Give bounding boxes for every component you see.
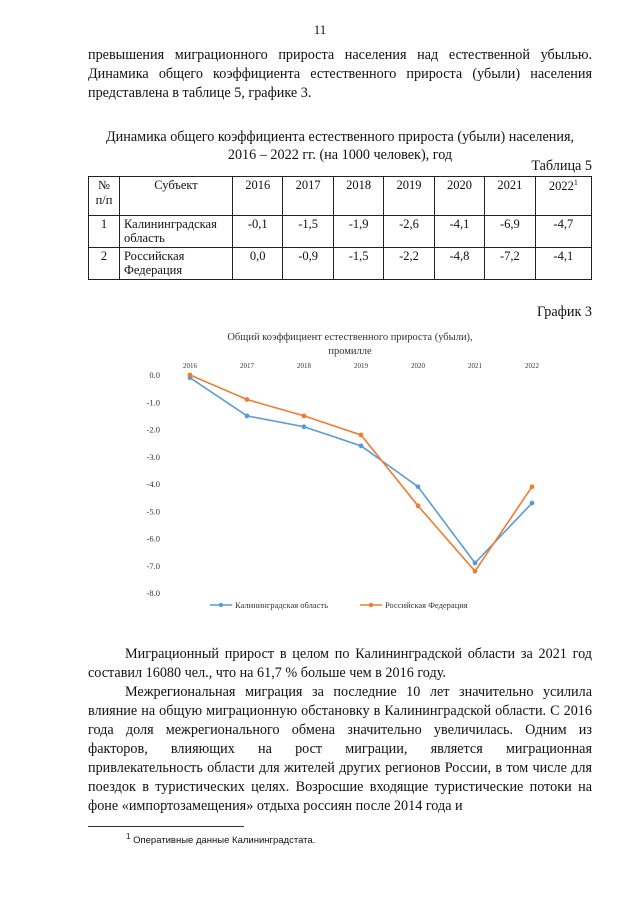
data-point: [473, 569, 478, 574]
y-axis: [147, 370, 160, 598]
series-line: [190, 375, 532, 571]
x-tick-label: 2017: [240, 362, 254, 370]
row-value: -4,1: [535, 248, 591, 280]
table-row: [89, 248, 592, 280]
x-tick-label: 2019: [354, 362, 368, 370]
row-value: 0,0: [233, 248, 283, 280]
data-point: [302, 413, 307, 418]
table-caption-line1: Динамика общего коэффициента естественного прироста (убыли) населения,: [105, 129, 575, 145]
footnote-number: 1: [126, 832, 131, 841]
legend-label: Калининградская область: [235, 600, 328, 610]
y-tick-label: -4.0: [146, 479, 160, 489]
x-tick-label: 2020: [411, 362, 425, 370]
x-tick-label: 2022: [525, 362, 539, 370]
data-point: [416, 484, 421, 489]
header-num: № п/п: [89, 177, 120, 216]
header-year: 2021: [485, 177, 535, 216]
table-label: Таблица 5: [531, 158, 592, 174]
page-number: 11: [313, 22, 327, 37]
y-tick-label: -8.0: [146, 588, 160, 598]
row-value: -2,2: [384, 248, 434, 280]
data-point: [245, 397, 250, 402]
legend-marker: [369, 603, 373, 607]
footnote-mark: 1: [573, 178, 578, 187]
y-tick-label: -6.0: [146, 533, 160, 544]
row-value: -6,9: [485, 216, 535, 248]
graph-label: График 3: [536, 304, 592, 320]
data-table: [88, 176, 592, 280]
row-subject: Калининградская область: [120, 216, 233, 248]
data-point: [245, 413, 250, 418]
row-value: -2,6: [384, 216, 434, 248]
data-point: [473, 561, 478, 566]
data-point: [188, 373, 193, 378]
y-tick-label: -3.0: [146, 451, 160, 462]
data-point: [530, 484, 535, 489]
chart-legend: [210, 600, 468, 610]
table-row: [89, 216, 592, 248]
header-year: 2017: [283, 177, 333, 216]
row-value: -0,9: [283, 248, 333, 280]
header-year-label: 2022: [548, 179, 574, 194]
series-line: [190, 378, 532, 563]
y-tick-label: 0.0: [149, 370, 160, 380]
row-value: -4,7: [535, 216, 591, 248]
header-subject: Субъект: [120, 177, 233, 216]
row-value: -1,9: [333, 216, 383, 248]
y-tick-label: -2.0: [146, 424, 160, 435]
row-value: -4,1: [434, 216, 484, 248]
paragraph-interregional: Межрегиональная миграция за последние 10 лет значительно усилила влияние на общую миграционную обстановку в Калининградской области. С 2016 года доля межрегионального обмена значительно увеличилась. Одним из факторов, влияющих на рост миграции, является миграционная привлекательность области для жителей других регионов России, в том числе для поездок в туристических целях. Возросшие входящие туристические потоки на фоне «импортозамещения» отдыха россиян после 2014 года и: [88, 684, 592, 814]
row-value: -0,1: [233, 216, 283, 248]
footnote-text: Оперативные данные Калининградстата.: [133, 835, 316, 847]
data-point: [530, 501, 535, 506]
intro-paragraph: превышения миграционного прироста населения над естественной убылью. Динамика общего коэффициента естественного прироста (убыли) населения представлена в таблице 5, графике 3.: [88, 47, 592, 101]
x-tick-label: 2021: [468, 362, 482, 370]
y-tick-label: -1.0: [146, 397, 160, 408]
y-tick-label: -7.0: [146, 560, 160, 571]
footnote-divider: [88, 826, 244, 827]
row-value: -7,2: [485, 248, 535, 280]
paragraph-migration: Миграционный прирост в целом по Калининградской области за 2021 год составил 16080 чел., что на 61,7 % больше чем в 2016 году.: [88, 646, 592, 681]
row-value: -1,5: [283, 216, 333, 248]
x-tick-label: 2016: [183, 362, 197, 370]
x-axis: [183, 362, 540, 370]
chart-title-line1: Общий коэффициент естественного прироста (убыли),: [227, 332, 473, 343]
legend-marker: [219, 603, 223, 607]
line-chart: [132, 318, 552, 618]
header-year: 2020: [434, 177, 484, 216]
header-year: 2019: [384, 177, 434, 216]
row-num: 2: [89, 248, 120, 280]
table-caption-line2: 2016 – 2022 гг. (на 1000 человек), год: [227, 147, 453, 163]
data-point: [416, 503, 421, 508]
series-layer: [188, 373, 535, 574]
table-header-row: [89, 177, 592, 216]
table-caption: [88, 128, 592, 164]
header-year: 2018: [333, 177, 383, 216]
data-point: [302, 424, 307, 429]
data-point: [359, 433, 364, 438]
legend-label: Российская Федерация: [385, 600, 468, 610]
y-tick-label: -5.0: [146, 506, 160, 517]
data-point: [359, 443, 364, 448]
x-tick-label: 2018: [297, 362, 311, 370]
footnote: [126, 832, 315, 846]
row-subject: Российская Федерация: [120, 248, 233, 280]
row-num: 1: [89, 216, 120, 248]
row-value: -1,5: [333, 248, 383, 280]
row-value: -4,8: [434, 248, 484, 280]
header-year-2022: [535, 177, 591, 216]
chart-title-line2: промилле: [328, 346, 372, 357]
header-year: 2016: [233, 177, 283, 216]
